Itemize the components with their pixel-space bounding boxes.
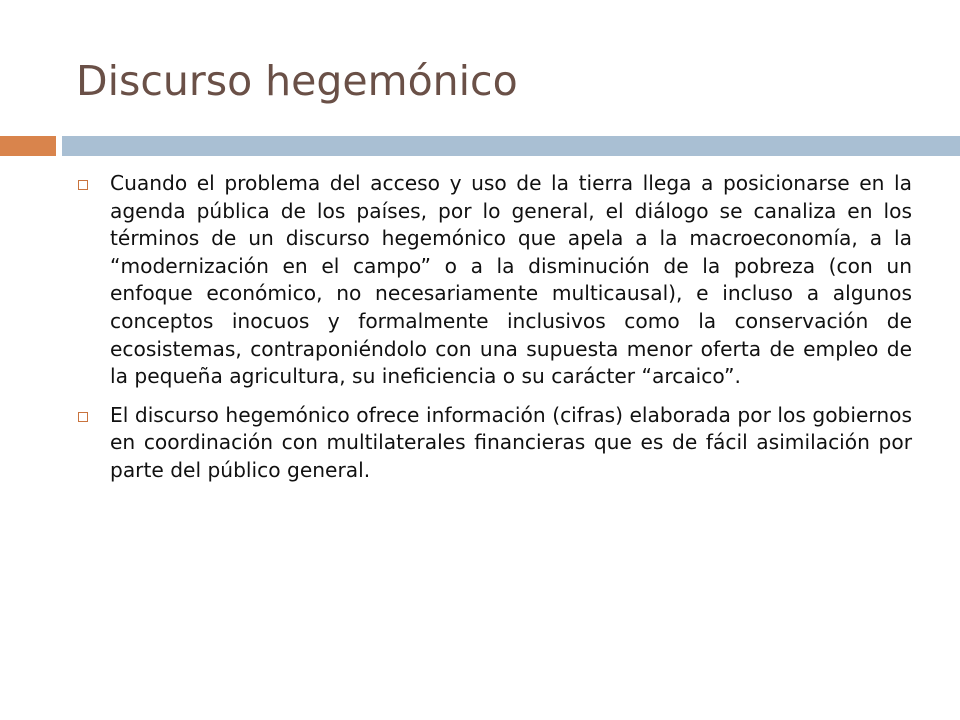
- hollow-square-bullet-icon: [78, 180, 88, 190]
- bullet-item: [76, 402, 912, 485]
- hollow-square-bullet-icon: [78, 412, 88, 422]
- title-rule-bar: [62, 136, 960, 156]
- title-accent-bar: [0, 136, 56, 156]
- bullet-list: [76, 170, 912, 496]
- bullet-text: El discurso hegemónico ofrece información (cifras) elaborada por los gobiernos en coordinación con multilaterales financieras que es de fácil asimilación por parte del público general.: [110, 402, 912, 482]
- slide-title: Discurso hegemónico: [76, 57, 518, 105]
- bullet-item: [76, 170, 912, 391]
- bullet-text: Cuando el problema del acceso y uso de la tierra llega a posicionarse en la agenda pública de los países, por lo general, el diálogo se canaliza en los términos de un discurso hegemónico que apela a la macroeconomía, a la “modernización en el campo” o a la disminución de la pobreza (con un enfoque económico, no necesariamente multicausal), e incluso a algunos conceptos inocuos y formalmente inclusivos como la conservación de ecosistemas, contraponiéndolo con una supuesta menor oferta de empleo de la pequeña agricultura, su ineficiencia o su carácter “arcaico”.: [110, 171, 912, 389]
